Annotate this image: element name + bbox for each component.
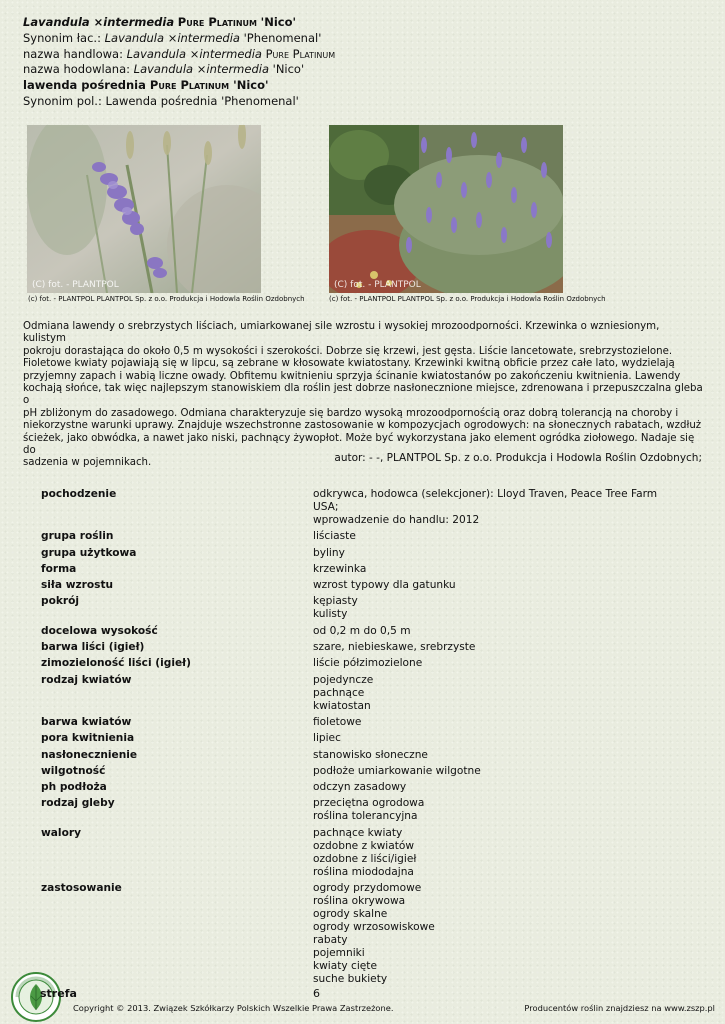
- trade-name-label: nazwa handlowa:: [23, 46, 127, 61]
- property-values: [313, 765, 481, 778]
- photo-watermark: (C) fot. - PLANTPOL: [334, 280, 421, 290]
- property-values: [313, 827, 416, 879]
- property-values: [313, 547, 345, 560]
- polish-name: lawenda pośrednia: [23, 78, 146, 93]
- polish-cultivar: 'Nico': [233, 78, 269, 93]
- property-value: odkrywca, hodowca (selekcjoner): Lloyd Traven, Peace Tree Farm USA;: [313, 488, 658, 513]
- property-row: [41, 716, 681, 729]
- photo-lavender-bush: [329, 125, 563, 293]
- property-values: [313, 595, 358, 621]
- property-values: [313, 488, 681, 527]
- latin-synonym-label: Synonim łac.:: [23, 30, 105, 45]
- property-value: kwiaty cięte: [313, 960, 377, 973]
- property-label: forma: [41, 562, 77, 575]
- property-row: [41, 641, 681, 654]
- property-values: [313, 530, 356, 543]
- copyright-text: Copyright © 2013. Związek Szkółkarzy Polskich Wszelkie Prawa Zastrzeżone.: [73, 1003, 394, 1013]
- description-line: Fioletowe kwiaty pojawiają się w lipcu, są zebrane w kłosowate kwiatostany. Krzewinki kwitną obficie przez całe lato, wydzielają: [23, 358, 675, 370]
- property-value: roślina tolerancyjna: [313, 810, 418, 823]
- latin-synonym-rest: 'Phenomenal': [239, 30, 322, 45]
- property-values: [313, 579, 456, 592]
- property-values: [313, 625, 411, 638]
- property-label: barwa liści (igieł): [41, 641, 145, 654]
- description-line: pokroju dorastająca do około 0,5 m wysokości i szerokości. Dobrze się krzewi, jest gęsta. Liście lancetowate, srebrzystozielone.: [23, 345, 673, 357]
- properties-table: [41, 488, 681, 989]
- property-label: zimozieloność liści (igieł): [41, 657, 191, 670]
- property-value: odczyn zasadowy: [313, 781, 407, 794]
- property-value: liście półzimozielone: [313, 657, 423, 670]
- property-row: [41, 827, 681, 879]
- plant-latin-name: Lavandula ×intermedia: [23, 15, 175, 29]
- property-row: [41, 781, 681, 794]
- property-label: siła wzrostu: [41, 579, 114, 592]
- property-value: rabaty: [313, 934, 348, 947]
- description-line: ścieżek, jako obwódka, a nawet jako niski, pachnący żywopłot. Może być wykorzystana jako element ogródka ziołowego. Nadaje się do: [23, 432, 695, 457]
- property-label: grupa użytkowa: [41, 546, 137, 559]
- property-values: [313, 657, 422, 670]
- plant-cultivar: 'Nico': [260, 15, 296, 29]
- property-value: kwiatostan: [313, 699, 371, 712]
- property-values: [313, 797, 424, 823]
- property-value: pachnące: [313, 686, 365, 699]
- description-line: przyjemny zapach i wabią liczne owady. Obfitemu kwitnieniu sprzyja ścinanie kwiatostanów po zakończeniu kwitnienia. Lawendy: [23, 370, 681, 382]
- plant-name-line: [23, 15, 335, 31]
- property-values: [313, 732, 341, 745]
- property-value: suche bukiety: [313, 973, 388, 986]
- property-values: [313, 674, 373, 713]
- property-row: [41, 488, 681, 527]
- property-label: walory: [41, 826, 81, 839]
- property-value: szare, niebieskawe, srebrzyste: [313, 641, 476, 654]
- polish-synonym-line: Synonim pol.: Lawenda pośrednia 'Phenomenal': [23, 93, 299, 108]
- property-value: byliny: [313, 546, 345, 559]
- property-row: [41, 563, 681, 576]
- description-line: niekorzystne warunki uprawy. Znajduje wszechstronne zastosowanie w kompozycjach ogrodowych: na słonecznych rabatach, wzdłuż: [23, 420, 702, 432]
- breeder-name-label: nazwa hodowlana:: [23, 62, 134, 77]
- property-row: [41, 625, 681, 638]
- strefa-label: strefa: [40, 987, 77, 1000]
- property-value: stanowisko słoneczne: [313, 748, 428, 761]
- property-label: barwa kwiatów: [41, 715, 132, 728]
- breeder-name-rest: 'Nico': [269, 62, 305, 77]
- property-value: pojedyncze: [313, 673, 374, 686]
- property-values: [313, 749, 428, 762]
- property-row: [41, 547, 681, 560]
- polish-name-line: [23, 78, 335, 94]
- property-value: roślina okrywowa: [313, 895, 406, 908]
- property-values: [313, 716, 361, 729]
- property-row: [41, 732, 681, 745]
- property-value: krzewinka: [313, 562, 367, 575]
- plant-trade-name: Pure Platinum: [177, 15, 258, 29]
- property-row: [41, 749, 681, 762]
- property-label: wilgotność: [41, 764, 106, 777]
- property-value: ozdobne z kwiatów: [313, 839, 415, 852]
- property-label: pochodzenie: [41, 488, 117, 500]
- page-footer: [0, 987, 725, 1024]
- property-label: ph podłoża: [41, 781, 107, 794]
- property-row: [41, 674, 681, 713]
- property-values: [313, 882, 435, 986]
- property-value: ozdobne z liści/igieł: [313, 852, 417, 865]
- plant-description: [23, 321, 703, 470]
- property-value: wzrost typowy dla gatunku: [313, 579, 456, 592]
- property-label: pokrój: [41, 595, 80, 608]
- property-label: zastosowanie: [41, 882, 122, 895]
- latin-synonym-line: [23, 31, 335, 47]
- property-value: pojemniki: [313, 947, 365, 960]
- property-row: [41, 882, 681, 986]
- description-line: Odmiana lawendy o srebrzystych liściach, umiarkowanej sile wzrostu i wysokiej mrozoodporności. Krzewinka o wzniesionym, kulistym: [23, 321, 660, 345]
- trade-name-line: [23, 47, 335, 63]
- property-value: roślina miododajna: [313, 865, 414, 878]
- plant-header: [23, 15, 335, 110]
- author-credit: autor: - -, PLANTPOL Sp. z o.o. Produkcja i Hodowla Roślin Ozdobnych;: [334, 452, 702, 464]
- description-line: pH zbliżonym do zasadowego. Odmiana charakteryzuje się bardzo wysoką mrozoodpornością oraz dobrą tolerancją na choroby i: [23, 407, 679, 419]
- property-label: docelowa wysokość: [41, 624, 158, 637]
- property-value: ogrody skalne: [313, 908, 388, 921]
- property-value: kulisty: [313, 608, 348, 621]
- property-label: nasłonecznienie: [41, 748, 138, 761]
- photo-caption: (c) fot. - PLANTPOL PLANTPOL Sp. z o.o. Produkcja i Hodowla Roślin Ozdobnych: [28, 295, 305, 303]
- trade-name-sc: Pure Platinum: [265, 46, 336, 61]
- producers-link[interactable]: Producentów roślin znajdziesz na www.zszp.pl: [524, 1003, 715, 1013]
- property-values: [313, 641, 475, 654]
- trade-name-italic: Lavandula ×intermedia: [126, 46, 262, 61]
- property-label: rodzaj kwiatów: [41, 673, 132, 686]
- description-line: kochają słońce, tak więc najlepszym stanowiskiem dla roślin jest dobrze nasłonecznione miejsce, zdrenowana i przepuszczalna gleba o: [23, 383, 703, 407]
- description-line: sadzenia w pojemnikach.: [23, 457, 152, 469]
- property-label: grupa roślin: [41, 530, 114, 543]
- breeder-name-line: [23, 62, 335, 78]
- photo-lavender-closeup-image: [27, 125, 261, 293]
- property-value: podłoże umiarkowanie wilgotne: [313, 764, 481, 777]
- property-value: liściaste: [313, 530, 356, 543]
- photo-lavender-closeup: [27, 125, 261, 293]
- property-value: pachnące kwiaty: [313, 826, 403, 839]
- property-row: [41, 797, 681, 823]
- property-row: [41, 765, 681, 778]
- property-value: lipiec: [313, 732, 341, 745]
- property-value: ogrody przydomowe: [313, 882, 422, 895]
- breeder-name-italic: Lavandula ×intermedia: [133, 62, 269, 77]
- property-value: przeciętna ogrodowa: [313, 797, 425, 810]
- polish-trade-name: Pure Platinum: [149, 78, 230, 93]
- property-row: [41, 657, 681, 670]
- property-label: pora kwitnienia: [41, 732, 135, 745]
- photo-watermark: (C) fot. - PLANTPOL: [32, 280, 119, 290]
- property-row: [41, 530, 681, 543]
- page-number: 6: [313, 987, 320, 1000]
- property-value: ogrody wrzosowiskowe: [313, 921, 435, 934]
- photo-lavender-bush-image: [329, 125, 563, 293]
- property-values: [313, 781, 406, 794]
- property-value: wprowadzenie do handlu: 2012: [313, 514, 480, 526]
- property-label: rodzaj gleby: [41, 797, 115, 810]
- property-row: [41, 579, 681, 592]
- latin-synonym-italic: Lavandula ×intermedia: [104, 30, 240, 45]
- property-value: kępiasty: [313, 595, 358, 608]
- property-values: [313, 563, 366, 576]
- property-value: od 0,2 m do 0,5 m: [313, 624, 411, 637]
- property-value: fioletowe: [313, 715, 362, 728]
- photo-caption: (c) fot. - PLANTPOL PLANTPOL Sp. z o.o. Produkcja i Hodowla Roślin Ozdobnych: [329, 295, 606, 303]
- property-row: [41, 595, 681, 621]
